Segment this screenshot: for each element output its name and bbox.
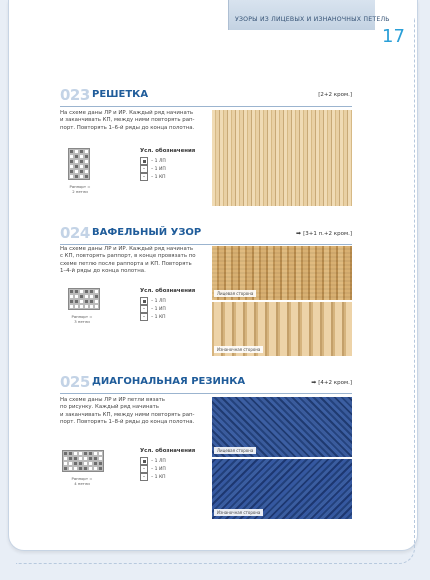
desc-line: На схеме даны ЛР и ИР петли вязать — [60, 397, 165, 403]
edge-symbol-icon: – — [140, 473, 148, 481]
pattern-title: РЕШЕТКА — [92, 89, 149, 100]
edge-symbol-icon: – — [140, 173, 148, 181]
pattern-number: 025 — [60, 373, 90, 391]
legend-item: – 1 ЛП — [140, 297, 210, 305]
legend-item: – – 1 КП — [140, 173, 210, 181]
legend-item: – – 1 КП — [140, 313, 210, 321]
knit-photo-wrong-side — [212, 459, 352, 519]
desc-line: На схеме даны ЛР и ИР. Каждый ряд начинать — [60, 246, 194, 252]
chart-grid — [68, 148, 90, 180]
legend-item: – – 1 ИП — [140, 305, 210, 313]
knit-symbol-icon — [140, 297, 148, 305]
photo-caption: Изнаночная сторона — [214, 509, 263, 516]
legend-title: Усл. обозначения — [140, 448, 196, 454]
section-025 — [60, 375, 352, 525]
section-023 — [60, 88, 352, 208]
legend-item: – – 1 ИП — [140, 165, 210, 173]
desc-line: по рисунку. Каждый ряд начинать — [60, 404, 159, 411]
desc-line: порт. Повторять 1–6-й ряды до конца полотна. — [60, 124, 195, 131]
desc-line: 1–4-й ряды до конца полотна. — [60, 268, 146, 275]
knit-symbol-icon — [140, 457, 148, 465]
arrow-icon: ➡ — [296, 230, 302, 237]
purl-symbol-icon: – — [140, 305, 148, 313]
chart-grid — [62, 450, 104, 472]
pattern-number: 023 — [60, 86, 90, 104]
photo-caption: Лицевая сторона — [214, 447, 256, 454]
chart-repeat-label: Раппорт = 2 петли — [69, 184, 91, 194]
knit-photo-right-side — [212, 397, 352, 457]
legend-item: – – 1 ИП — [140, 465, 210, 473]
desc-line: На схеме даны ЛР и ИР. Каждый ряд начинать — [60, 110, 194, 116]
repeat-note: ➡ [3+1 п.+2 кром.] — [296, 230, 352, 237]
legend-title: Усл. обозначения — [140, 288, 196, 294]
legend — [140, 448, 210, 481]
desc-line: и заканчивать КП, между ними повторять рап- — [60, 117, 195, 124]
pattern-description — [60, 110, 210, 132]
legend — [140, 288, 210, 321]
desc-line: с КП, повторять раппорт, в конце провязать по — [60, 253, 196, 260]
desc-line: порт. Повторять 1–8-й ряды до конца полотна. — [60, 419, 195, 426]
knit-photo-right-side — [212, 246, 352, 300]
repeat-note: [2+2 кром.] — [318, 92, 352, 98]
pattern-title: ВАФЕЛЬНЫЙ УЗОР — [92, 227, 202, 238]
running-title: УЗОРЫ ИЗ ЛИЦЕВЫХ И ИЗНАНОЧНЫХ ПЕТЕЛЬ — [235, 16, 390, 23]
section-024 — [60, 226, 352, 362]
pattern-number: 024 — [60, 224, 90, 242]
legend-title: Усл. обозначения — [140, 148, 196, 154]
chart-repeat-label: Раппорт = 4 петли — [71, 476, 93, 486]
knit-photo — [212, 110, 352, 206]
knit-symbol-icon — [140, 157, 148, 165]
chart-repeat-label: Раппорт = 3 петли — [71, 314, 93, 324]
edge-symbol-icon: – — [140, 313, 148, 321]
pattern-description — [60, 397, 210, 427]
repeat-note: ➡ [4+2 кром.] — [311, 379, 352, 386]
section-header — [60, 88, 352, 107]
purl-symbol-icon: – — [140, 165, 148, 173]
purl-symbol-icon: – — [140, 465, 148, 473]
legend-item: – 1 ЛП — [140, 457, 210, 465]
desc-line: и заканчивать КП, между ними повторять рап- — [60, 411, 195, 418]
photo-caption: Лицевая сторона — [214, 290, 256, 297]
chart-grid — [68, 288, 100, 310]
running-header — [228, 0, 390, 30]
photo-caption: Изнаночная сторона — [214, 346, 263, 353]
desc-line: схеме петлю после раппорта и КП. Повторять — [60, 260, 192, 267]
legend — [140, 148, 210, 181]
legend-item: – – 1 КП — [140, 473, 210, 481]
legend-item: – 1 ЛП — [140, 157, 210, 165]
arrow-icon: ➡ — [311, 379, 317, 386]
pattern-description — [60, 246, 210, 276]
pattern-title: ДИАГОНАЛЬНАЯ РЕЗИНКА — [92, 376, 246, 387]
page-number: 17 — [382, 26, 405, 47]
section-header — [60, 226, 352, 245]
knit-photo-wrong-side — [212, 302, 352, 356]
section-header — [60, 375, 352, 394]
